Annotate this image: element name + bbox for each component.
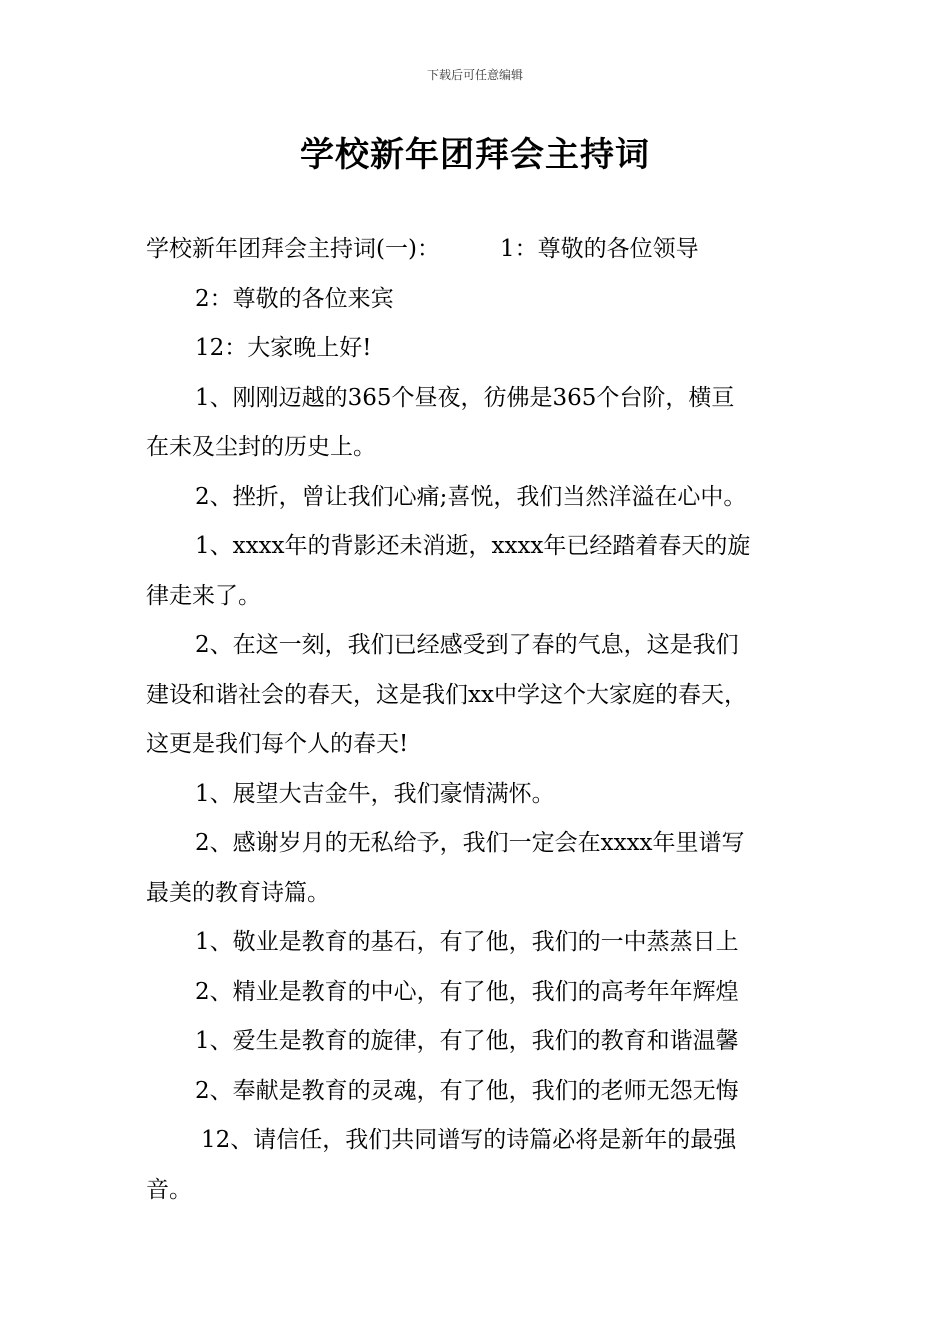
paragraph-line: 1、敬业是教育的基石，有了他，我们的一中蒸蒸日上	[195, 929, 739, 955]
paragraph-line: 在未及尘封的历史上。	[146, 434, 376, 460]
paragraph-line: 12、请信任，我们共同谱写的诗篇必将是新年的最强	[201, 1127, 737, 1153]
header-note: 下载后可任意编辑	[426, 68, 523, 82]
paragraph-line	[146, 225, 826, 275]
paragraph-line: 音。	[146, 1176, 192, 1203]
paragraph-line: 1、刚刚迈越的365个昼夜，彷佛是365个台阶，横亘	[195, 384, 735, 411]
paragraph-line: 1、xxxx年的背影还未消逝，xxxx年已经踏着春天的旋	[195, 533, 751, 559]
paragraph-line: 1、爱生是教育的旋律，有了他，我们的教育和谐温馨	[195, 1028, 739, 1054]
section-heading: 学校新年团拜会主持词(一)：	[146, 236, 440, 262]
paragraph-line: 2、精业是教育的中心，有了他，我们的高考年年辉煌	[195, 978, 739, 1005]
paragraph-line: 律走来了。	[146, 582, 261, 609]
paragraph-line: 2、感谢岁月的无私给予，我们一定会在xxxx年里谱写	[195, 830, 745, 856]
paragraph-line: 最美的教育诗篇。	[146, 879, 330, 906]
paragraph-line: 建设和谐社会的春天，这是我们xx中学这个大家庭的春天，	[146, 681, 747, 708]
document-body	[146, 225, 826, 1215]
paragraph-line: 2：尊敬的各位来宾	[195, 285, 394, 312]
paragraph-line: 1、展望大吉金牛，我们豪情满怀。	[195, 780, 555, 807]
paragraph-line: 2、奉献是教育的灵魂，有了他，我们的老师无怨无悔	[195, 1077, 739, 1104]
paragraph-line: 这更是我们每个人的春天!	[146, 731, 409, 757]
paragraph-line: 2、在这一刻，我们已经感受到了春的气息，这是我们	[195, 632, 739, 658]
paragraph-line: 12：大家晚上好!	[195, 335, 372, 361]
paragraph-line: 2、挫折，曾让我们心痛;喜悦，我们当然洋溢在心中。	[195, 483, 747, 510]
document-title: 学校新年团拜会主持词	[300, 135, 650, 175]
dialogue-line: 1：尊敬的各位领导	[499, 236, 699, 262]
